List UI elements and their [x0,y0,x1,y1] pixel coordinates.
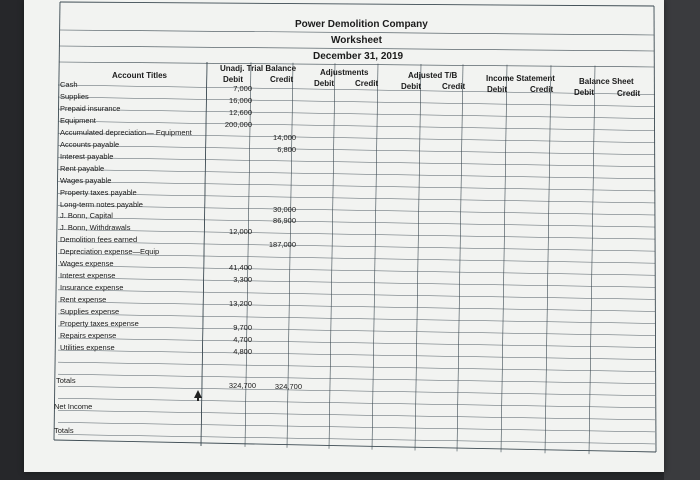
account-title: Supplies [60,91,89,101]
is-debit-header: Debit [487,85,507,94]
background-edge [664,0,700,480]
adj-credit-header: Credit [355,79,379,88]
row-line [58,290,655,300]
atb-debit-header: Debit [401,82,421,91]
atb-credit-header: Credit [442,82,466,91]
account-title: Depreciation expense—Equip [60,247,160,257]
account-title: J. Bonn, Withdrawals [60,223,131,233]
row-line [58,326,655,336]
row-line [58,374,655,384]
unadj-credit-amount: 14,000 [273,132,296,142]
account-title: Accounts payable [60,139,120,149]
row-line [58,266,655,276]
column-divider [372,64,378,450]
row-line [58,338,655,348]
account-title: Interest payable [60,151,114,161]
account-title: Property taxes payable [60,187,137,197]
unadj-credit-amount: 187,000 [268,240,296,250]
group-title-adjusted-tb: Adjusted T/B [408,71,458,80]
account-title: Long-term notes payable [60,199,143,209]
totals-label: Totals [56,376,76,385]
column-divider [545,65,551,453]
account-title: Supplies expense [60,307,120,317]
account-title: Rent payable [60,163,105,173]
unadj-debit-amount: 4,700 [233,334,252,344]
net-income-label: Net Income [54,402,93,411]
row-line [58,398,655,408]
row-line [58,314,655,324]
frame-top [60,2,654,6]
bs-credit-header: Credit [617,89,641,98]
row-line [58,422,655,432]
account-title: Rent expense [60,295,107,305]
unadj-credit-amount: 30,000 [273,204,296,214]
unadj-debit-amount: 4,800 [233,346,252,356]
column-divider [501,65,507,453]
column-divider [457,64,463,451]
row-line [58,145,655,155]
group-title-unadj: Unadj. Trial Balance [220,64,297,73]
account-titles-header: Account Titles [112,71,167,80]
row-line [58,169,655,179]
totals-debit: 324,700 [228,381,256,390]
report-date: December 31, 2019 [313,51,404,62]
header-line [59,62,654,67]
group-title-income-statement: Income Statement [486,74,555,83]
account-title: Wages payable [60,175,112,185]
unadj-debit-amount: 12,000 [229,227,252,237]
account-title: Accumulated depreciation— Equipment [60,127,192,137]
group-title-adjustments: Adjustments [320,68,369,77]
row-line [58,362,655,372]
unadj-credit-amount: 6,800 [277,144,296,154]
row-line [58,218,655,228]
row-line [58,109,655,119]
row-line [58,350,655,360]
bs-debit-header: Debit [574,88,594,97]
account-title: Cash [60,80,78,89]
row-line [58,97,655,107]
is-credit-header: Credit [530,85,554,94]
row-line [58,278,655,288]
unadj-debit-amount: 200,000 [224,119,252,129]
mouse-cursor-icon [194,390,202,398]
adj-debit-header: Debit [314,79,334,88]
totals-credit: 324,700 [274,382,302,391]
column-divider [589,66,595,455]
report-title: Worksheet [331,35,382,46]
company-name: Power Demolition Company [295,19,428,30]
final-totals-label: Totals [54,426,74,435]
account-title: Equipment [60,115,96,125]
column-divider [415,64,421,451]
row-line [58,181,655,191]
account-title: J. Bonn, Capital [60,211,113,221]
unadj-debit-amount: 41,400 [229,263,252,273]
unadj-debit-amount: 3,300 [233,275,252,285]
unadj-debit-amount: 13,200 [229,299,252,309]
unadj-debit-amount: 12,600 [229,107,252,117]
frame-right [654,6,656,452]
account-title: Insurance expense [60,283,124,293]
row-line [58,206,655,216]
account-title: Interest expense [60,271,116,281]
worksheet-paper [24,0,664,472]
account-title: Property taxes expense [60,319,139,328]
frame-bottom [54,440,656,452]
account-title: Prepaid insurance [60,103,121,113]
row-line [58,230,655,240]
unadj-credit-amount: 86,900 [273,216,296,226]
row-line [58,193,655,203]
row-line [58,410,655,420]
row-line [58,302,655,312]
account-title: Demolition fees earned [60,235,138,245]
unadj-debit-amount: 16,000 [229,95,252,105]
unadj-debit-header: Debit [223,75,243,84]
column-divider [329,63,335,449]
unadj-credit-header: Credit [270,75,294,84]
unadj-debit-amount: 9,700 [233,323,252,332]
account-title: Repairs expense [60,330,117,340]
account-title: Wages expense [60,259,114,269]
unadj-debit-amount: 7,000 [233,84,252,93]
account-title: Utilities expense [60,342,115,352]
row-line [58,157,655,167]
group-title-balance-sheet: Balance Sheet [579,77,634,86]
row-line [58,434,655,444]
row-line [58,386,655,396]
